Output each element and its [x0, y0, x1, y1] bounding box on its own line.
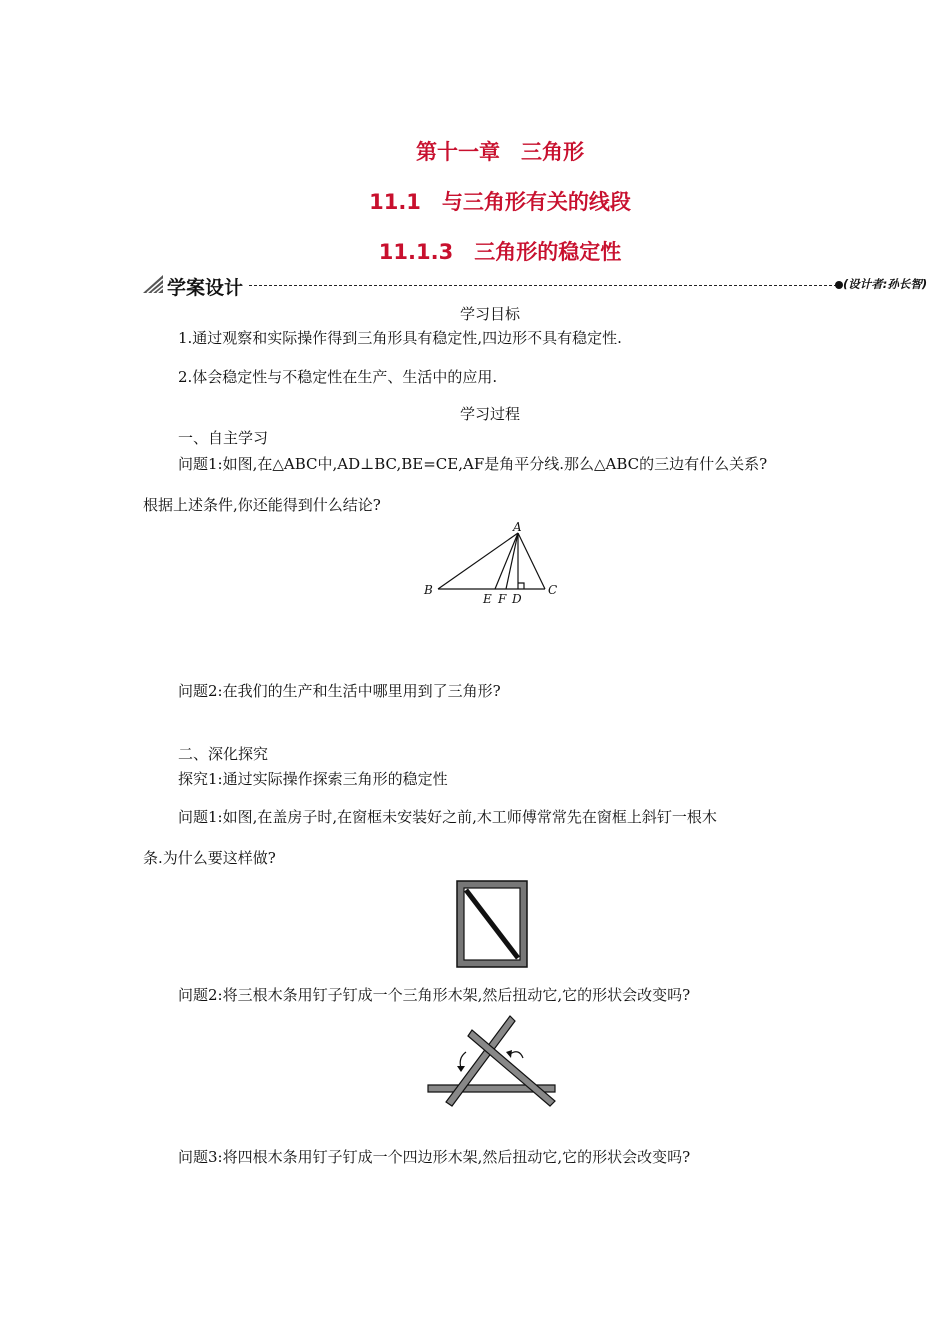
goals-heading: 学习目标	[459, 305, 520, 323]
part2-question-1-line2: 条.为什么要这样做?	[143, 849, 276, 867]
part2-heading: 二、深化探究	[178, 745, 269, 763]
part1-question-2: 问题2:在我们的生产和生活中哪里用到了三角形?	[178, 682, 501, 700]
right-bar	[468, 1030, 555, 1106]
chapter-title: 第十一章 三角形	[416, 140, 584, 164]
label-e: E	[483, 592, 492, 606]
window-frame-figure	[456, 880, 528, 968]
label-c: C	[548, 583, 558, 597]
label-a: A	[513, 520, 522, 534]
process-heading: 学习过程	[459, 405, 520, 423]
design-banner	[143, 272, 950, 298]
stripe-triangle-icon	[143, 275, 163, 293]
left-rotation-arrow	[460, 1052, 466, 1068]
segment-af	[506, 533, 518, 589]
goal-item-2: 2.体会稳定性与不稳定性在生产、生活中的应用.	[178, 368, 498, 386]
subsection-title: 11.1.3 三角形的稳定性	[378, 240, 622, 264]
goal-item-1: 1.通过观察和实际操作得到三角形具有稳定性,四边形不具有稳定性.	[178, 329, 622, 347]
label-f: F	[498, 592, 507, 606]
explore-1: 探究1:通过实际操作探索三角形的稳定性	[178, 770, 448, 788]
side-ac	[518, 533, 545, 589]
right-rotation-arrow	[510, 1052, 523, 1058]
part1-question-1-line1: 问题1:如图,在△ABC中,AD⊥BC,BE=CE,AF是角平分线.那么△ABC的三边有什么关系?	[178, 455, 768, 473]
part2-question-1-line1: 问题1:如图,在盖房子时,在窗框未安装好之前,木工师傅常常先在窗框上斜钉一根木	[178, 808, 717, 826]
triangle-frame-figure	[424, 1014, 560, 1110]
banner-author: (设计者:孙长智)	[843, 277, 928, 291]
triangle-abc-figure	[420, 520, 570, 610]
section-title: 11.1 与三角形有关的线段	[369, 190, 631, 214]
banner-divider	[249, 285, 837, 286]
part1-heading: 一、自主学习	[178, 429, 269, 447]
banner-label: 学案设计	[167, 277, 244, 299]
part2-question-2: 问题2:将三根木条用钉子钉成一个三角形木架,然后扭动它,它的形状会改变吗?	[178, 986, 691, 1004]
label-d: D	[512, 592, 522, 606]
right-angle-mark	[518, 583, 524, 589]
label-b: B	[424, 583, 433, 597]
part2-question-3: 问题3:将四根木条用钉子钉成一个四边形木架,然后扭动它,它的形状会改变吗?	[178, 1148, 691, 1166]
part1-question-1-line2: 根据上述条件,你还能得到什么结论?	[143, 496, 381, 514]
banner-dot	[835, 281, 843, 289]
